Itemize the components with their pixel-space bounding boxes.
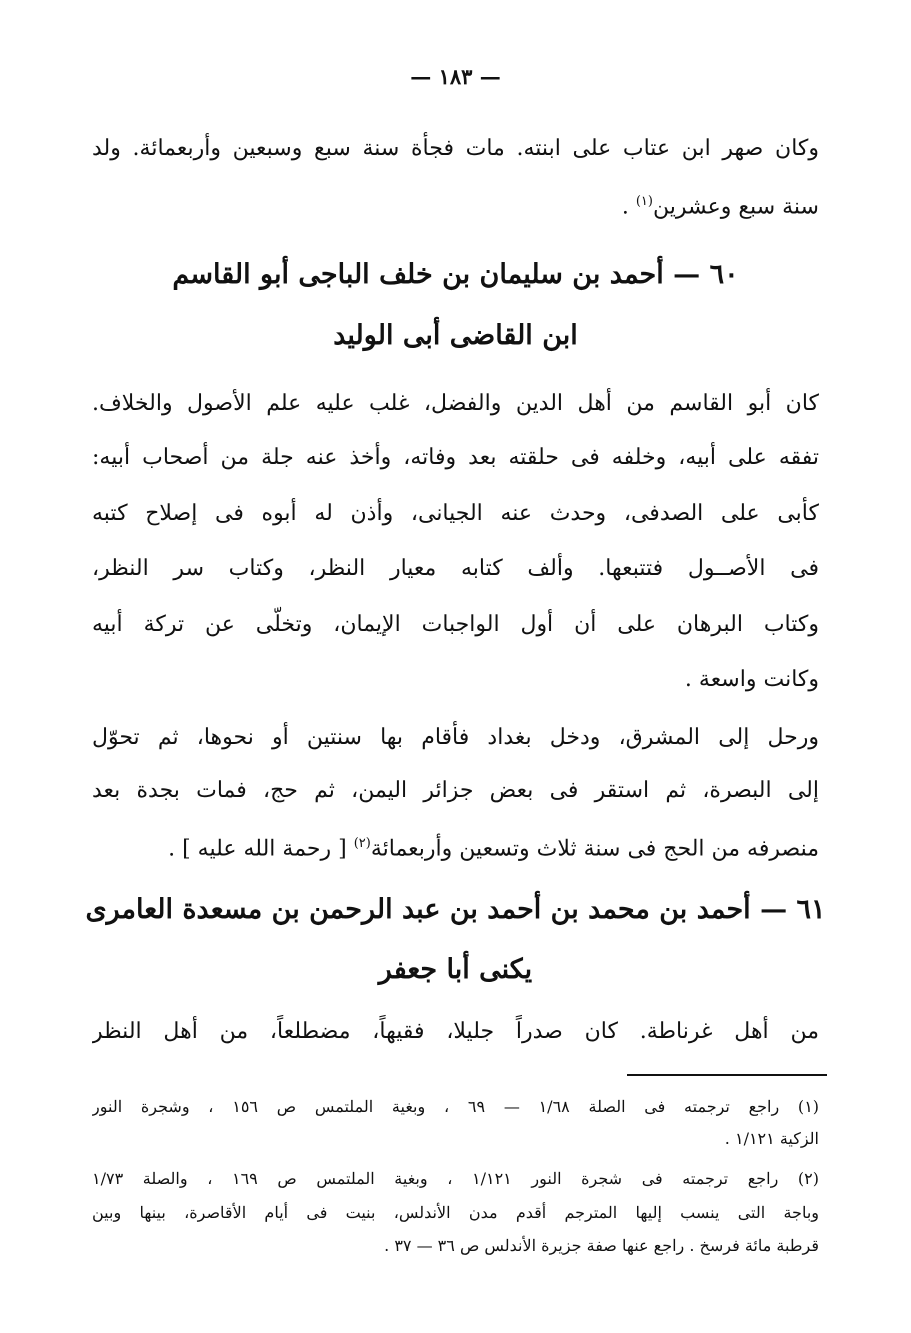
entry-60-line-6: وكانت واسعة . bbox=[684, 667, 819, 692]
entry-60-line-9-text: منصرفه من الحج فى سنة ثلاث وتسعين وأربعمائة bbox=[370, 836, 819, 862]
entry-60-line-9 bbox=[92, 824, 819, 864]
footnote-1-line-1: (١) راجع ترجمته فى الصلة ١/٦٨ — ٦٩ ، وبغية الملتمس ص ١٥٦ ، وشجرة النور bbox=[92, 1097, 819, 1116]
footnote-2-line-3: قرطبة مائة فرسخ . راجع عنها صفة جزيرة الأندلس ص ٣٦ — ٣٧ . bbox=[384, 1236, 819, 1255]
entry-61-line-1: من أهل غرناطة. كان صدراً جليلا، فقيهاً، مضطلعاً، من أهل النظر bbox=[92, 1019, 819, 1044]
footnote-1-line-2: الزكية ١/١٢١ . bbox=[724, 1129, 819, 1148]
intro-line-2-text: سنة سبع وعشرين bbox=[652, 194, 819, 220]
entry-60-line-9-end: [ رحمة الله عليه ] . bbox=[168, 836, 354, 862]
entry-60-line-3: كأبى على الصدفى، وحدث عنه الجيانى، وأذن له أبوه فى إصلاح كتبه bbox=[92, 501, 819, 526]
entry-60-line-5: وكتاب البرهان على أن أول الواجبات الإيمان، وتخلّى عن تركة أبيه bbox=[92, 612, 819, 637]
footnote-ref-1: (١) bbox=[635, 194, 653, 209]
entry-60-line-1: كان أبو القاسم من أهل الدين والفضل، غلب عليه علم الأصول والخلاف. bbox=[92, 391, 819, 416]
entry-61-heading: ٦١ — أحمد بن محمد بن أحمد بن عبد الرحمن بن مسعدة العامرى bbox=[85, 894, 826, 925]
page-number: — ١٨٣ — bbox=[410, 64, 501, 89]
entry-60-line-8: إلى البصرة، ثم استقر فى بعض جزائر اليمن، ثم حج، فمات بجدة بعد bbox=[92, 778, 819, 803]
entry-60-line-2: تفقه على أبيه، وخلفه فى حلقته بعد وفاته، وأخذ عنه جلة من أصحاب أبيه: bbox=[92, 445, 819, 470]
footnote-2-line-2: وباجة التى ينسب إليها المترجم أقدم مدن الأندلس، بنيت فى أيام الأقاصرة، بينها وبين bbox=[92, 1203, 819, 1222]
entry-60-subheading: ابن القاضى أبى الوليد bbox=[333, 320, 578, 351]
footnote-2-line-1: (٢) راجع ترجمته فى شجرة النور ١/١٢١ ، وبغية الملتمس ص ١٦٩ ، والصلة ١/٧٣ bbox=[92, 1169, 819, 1188]
entry-60-line-4: فى الأصــول فتتبعها. وألف كتابه معيار النظر، وكتاب سر النظر، bbox=[92, 556, 819, 581]
intro-line-2-end: . bbox=[621, 194, 636, 220]
entry-61-subheading: يكنى أبا جعفر bbox=[378, 954, 533, 985]
intro-line-2 bbox=[92, 182, 819, 222]
intro-line-1: وكان صهر ابن عتاب على ابنته. مات فجأة سنة سبع وسبعين وأربعمائة. ولد bbox=[92, 136, 819, 161]
entry-60-heading: ٦٠ — أحمد بن سليمان بن خلف الباجى أبو القاسم bbox=[172, 259, 739, 290]
footnote-rule bbox=[627, 1074, 827, 1076]
footnote-ref-2: (٢) bbox=[353, 836, 371, 851]
entry-60-line-7: ورحل إلى المشرق، ودخل بغداد فأقام بها سنتين أو نحوها، ثم تحوّل bbox=[92, 725, 819, 750]
